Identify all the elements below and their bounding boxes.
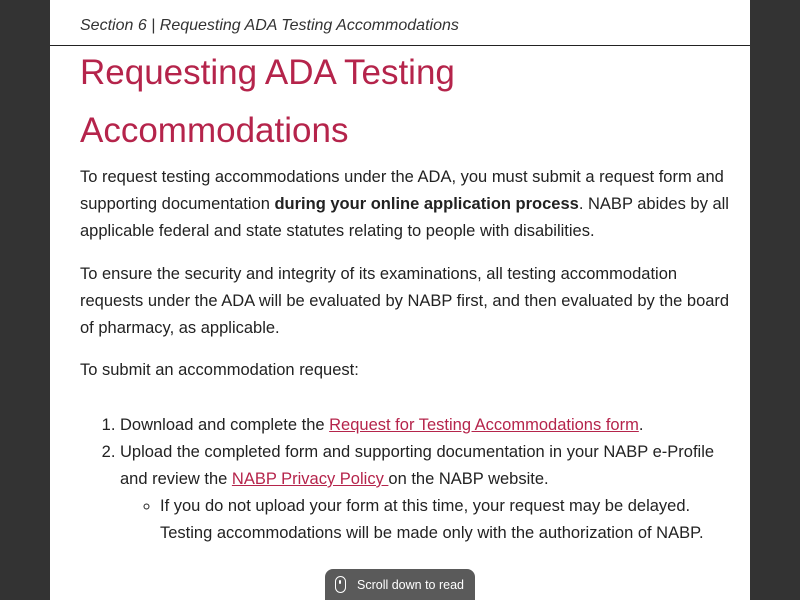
section-header: Section 6 | Requesting ADA Testing Accommodations: [80, 17, 459, 34]
mouse-icon: [335, 576, 346, 593]
intro-bold-text: during your online application process: [274, 195, 579, 213]
accommodations-form-link[interactable]: Request for Testing Accommodations form: [329, 416, 639, 434]
privacy-policy-link[interactable]: NABP Privacy Policy: [231, 470, 389, 488]
page-title: Requesting ADA Testing Accommodations: [80, 53, 455, 150]
intro-text-start: To request testing accommodations under the ADA, you must submit a request form and supporting documentation: [80, 168, 724, 213]
steps-list: [80, 412, 730, 547]
security-paragraph: To ensure the security and integrity of its examinations, all testing accommodation requests under the ADA will be evaluated by NABP first, and then evaluated by the board of pharmacy, as applicable.: [80, 265, 730, 337]
submit-intro-paragraph: To submit an accommodation request:: [80, 361, 359, 379]
scroll-down-hint[interactable]: [325, 569, 475, 600]
scroll-hint-label: Scroll down to read: [357, 577, 465, 592]
intro-paragraph: [80, 164, 730, 245]
step-2-text-start: Upload the completed form and supporting documentation in your NABP e-Profile and review the: [120, 443, 715, 488]
step-upload-form: [120, 439, 730, 547]
upload-delay-note: ◦ If you do not upload your form at this time, your request may be delayed. Testing accommodations will be made only with the authorization of NABP.: [160, 493, 730, 547]
step-download-form: [120, 412, 730, 439]
step-1-text-end: .: [638, 416, 644, 434]
document-page: [50, 0, 750, 600]
step-2-sublist: [120, 493, 730, 547]
intro-text-end: . NABP abides by all applicable federal and state statutes relating to people with disabilities.: [80, 195, 729, 240]
step-2-text-end: on the NABP website.: [388, 470, 549, 488]
step-1-text-start: Download and complete the: [120, 416, 330, 434]
